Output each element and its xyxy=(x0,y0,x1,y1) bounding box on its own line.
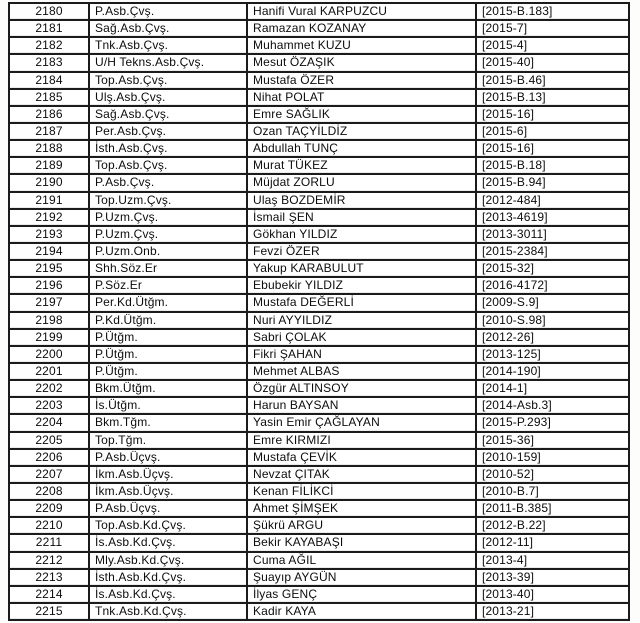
table-row xyxy=(9,294,629,311)
table-row xyxy=(9,54,629,71)
draft-code-cell: [2012-B.22] xyxy=(476,517,629,534)
name-cell: Mustafa ÖZER xyxy=(247,72,476,89)
rank-cell: İkm.Asb.Üçvş. xyxy=(89,466,247,483)
rank-cell: P.Söz.Er xyxy=(89,277,247,294)
row-number-cell: 2197 xyxy=(9,294,89,311)
name-cell: Ozan TAÇYİLDİZ xyxy=(247,123,476,140)
name-cell: Ramazan KOZANAY xyxy=(247,20,476,37)
row-number-cell: 2214 xyxy=(9,586,89,603)
personnel-roster-table-body xyxy=(9,3,629,620)
table-row xyxy=(9,277,629,294)
rank-cell: Tnk.Asb.Çvş. xyxy=(89,37,247,54)
rank-cell: Top.Tğm. xyxy=(89,432,247,449)
rank-cell: P.Kd.Ütğm. xyxy=(89,312,247,329)
draft-code-cell: [2015-B.183] xyxy=(476,3,629,20)
name-cell: Kadir KAYA xyxy=(247,603,476,620)
row-number-cell: 2213 xyxy=(9,569,89,586)
name-cell: Ulaş BOZDEMİR xyxy=(247,192,476,209)
table-row xyxy=(9,432,629,449)
name-cell: Şükrü ARGU xyxy=(247,517,476,534)
name-cell: Müjdat ZORLU xyxy=(247,174,476,191)
draft-code-cell: [2015-36] xyxy=(476,432,629,449)
draft-code-cell: [2013-40] xyxy=(476,586,629,603)
rank-cell: P.Uzm.Çvş. xyxy=(89,226,247,243)
row-number-cell: 2193 xyxy=(9,226,89,243)
name-cell: Harun BAYSAN xyxy=(247,397,476,414)
rank-cell: P.Asb.Çvş. xyxy=(89,174,247,191)
name-cell: Yasin Emir ÇAĞLAYAN xyxy=(247,414,476,431)
draft-code-cell: [2015-B.13] xyxy=(476,89,629,106)
rank-cell: Shh.Söz.Er xyxy=(89,260,247,277)
draft-code-cell: [2013-125] xyxy=(476,346,629,363)
row-number-cell: 2180 xyxy=(9,3,89,20)
name-cell: Cuma AĞIL xyxy=(247,552,476,569)
draft-code-cell: [2014-1] xyxy=(476,380,629,397)
row-number-cell: 2192 xyxy=(9,209,89,226)
rank-cell: Top.Uzm.Çvş. xyxy=(89,192,247,209)
name-cell: Emre KIRMIZI xyxy=(247,432,476,449)
row-number-cell: 2201 xyxy=(9,363,89,380)
rank-cell: P.Uzm.Çvş. xyxy=(89,209,247,226)
table-row xyxy=(9,243,629,260)
draft-code-cell: [2015-16] xyxy=(476,106,629,123)
name-cell: Mehmet ALBAS xyxy=(247,363,476,380)
row-number-cell: 2208 xyxy=(9,483,89,500)
row-number-cell: 2211 xyxy=(9,534,89,551)
draft-code-cell: [2015-B.94] xyxy=(476,174,629,191)
draft-code-cell: [2013-39] xyxy=(476,569,629,586)
row-number-cell: 2207 xyxy=(9,466,89,483)
draft-code-cell: [2013-21] xyxy=(476,603,629,620)
row-number-cell: 2186 xyxy=(9,106,89,123)
row-number-cell: 2205 xyxy=(9,432,89,449)
draft-code-cell: [2012-26] xyxy=(476,329,629,346)
row-number-cell: 2206 xyxy=(9,449,89,466)
rank-cell: Per.Kd.Ütğm. xyxy=(89,294,247,311)
name-cell: Şuayıp AYGÜN xyxy=(247,569,476,586)
draft-code-cell: [2009-S.9] xyxy=(476,294,629,311)
draft-code-cell: [2010-159] xyxy=(476,449,629,466)
table-row xyxy=(9,603,629,620)
row-number-cell: 2182 xyxy=(9,37,89,54)
table-row xyxy=(9,363,629,380)
table-row xyxy=(9,586,629,603)
row-number-cell: 2189 xyxy=(9,157,89,174)
name-cell: Mesut ÖZAŞIK xyxy=(247,54,476,71)
rank-cell: P.Uzm.Onb. xyxy=(89,243,247,260)
draft-code-cell: [2013-4619] xyxy=(476,209,629,226)
row-number-cell: 2212 xyxy=(9,552,89,569)
draft-code-cell: [2015-32] xyxy=(476,260,629,277)
table-row xyxy=(9,72,629,89)
draft-code-cell: [2013-3011] xyxy=(476,226,629,243)
name-cell: Sabri ÇOLAK xyxy=(247,329,476,346)
rank-cell: P.Asb.Çvş. xyxy=(89,3,247,20)
name-cell: Nevzat ÇITAK xyxy=(247,466,476,483)
row-number-cell: 2181 xyxy=(9,20,89,37)
name-cell: İlyas GENÇ xyxy=(247,586,476,603)
draft-code-cell: [2010-B.7] xyxy=(476,483,629,500)
name-cell: Yakup KARABULUT xyxy=(247,260,476,277)
row-number-cell: 2203 xyxy=(9,397,89,414)
draft-code-cell: [2015-40] xyxy=(476,54,629,71)
table-row xyxy=(9,157,629,174)
rank-cell: Bkm.Tğm. xyxy=(89,414,247,431)
row-number-cell: 2187 xyxy=(9,123,89,140)
table-row xyxy=(9,552,629,569)
row-number-cell: 2209 xyxy=(9,500,89,517)
table-row xyxy=(9,192,629,209)
table-row xyxy=(9,483,629,500)
table-row xyxy=(9,140,629,157)
row-number-cell: 2202 xyxy=(9,380,89,397)
name-cell: Kenan FİLİKCİ xyxy=(247,483,476,500)
table-row xyxy=(9,449,629,466)
rank-cell: U/H Tekns.Asb.Çvş. xyxy=(89,54,247,71)
table-row xyxy=(9,123,629,140)
draft-code-cell: [2012-484] xyxy=(476,192,629,209)
rank-cell: İs.Asb.Kd.Çvş. xyxy=(89,534,247,551)
draft-code-cell: [2015-B.18] xyxy=(476,157,629,174)
table-row xyxy=(9,226,629,243)
rank-cell: Bkm.Ütğm. xyxy=(89,380,247,397)
rank-cell: Tnk.Asb.Kd.Çvş. xyxy=(89,603,247,620)
rank-cell: P.Asb.Üçvş. xyxy=(89,449,247,466)
table-row xyxy=(9,3,629,20)
table-row xyxy=(9,397,629,414)
rank-cell: Sağ.Asb.Çvş. xyxy=(89,20,247,37)
draft-code-cell: [2012-11] xyxy=(476,534,629,551)
rank-cell: P.Ütğm. xyxy=(89,363,247,380)
table-row xyxy=(9,312,629,329)
rank-cell: İsth.Asb.Çvş. xyxy=(89,140,247,157)
name-cell: Murat TÜKEZ xyxy=(247,157,476,174)
name-cell: Nihat POLAT xyxy=(247,89,476,106)
draft-code-cell: [2014-190] xyxy=(476,363,629,380)
name-cell: Ahmet ŞİMŞEK xyxy=(247,500,476,517)
rank-cell: P.Ütğm. xyxy=(89,346,247,363)
row-number-cell: 2194 xyxy=(9,243,89,260)
rank-cell: Top.Asb.Kd.Çvş. xyxy=(89,517,247,534)
draft-code-cell: [2015-16] xyxy=(476,140,629,157)
name-cell: Mustafa ÇEVİK xyxy=(247,449,476,466)
name-cell: Hanifi Vural KARPUZCU xyxy=(247,3,476,20)
name-cell: Fikri ŞAHAN xyxy=(247,346,476,363)
table-row xyxy=(9,260,629,277)
row-number-cell: 2204 xyxy=(9,414,89,431)
table-row xyxy=(9,414,629,431)
table-row xyxy=(9,20,629,37)
name-cell: Abdullah TUNÇ xyxy=(247,140,476,157)
rank-cell: Per.Asb.Çvş. xyxy=(89,123,247,140)
table-row xyxy=(9,380,629,397)
row-number-cell: 2195 xyxy=(9,260,89,277)
name-cell: Bekir KAYABAŞI xyxy=(247,534,476,551)
rank-cell: Mly.Asb.Kd.Çvş. xyxy=(89,552,247,569)
name-cell: İsmail ŞEN xyxy=(247,209,476,226)
table-row xyxy=(9,500,629,517)
row-number-cell: 2215 xyxy=(9,603,89,620)
row-number-cell: 2200 xyxy=(9,346,89,363)
row-number-cell: 2196 xyxy=(9,277,89,294)
table-row xyxy=(9,346,629,363)
row-number-cell: 2190 xyxy=(9,174,89,191)
rank-cell: Ulş.Asb.Çvş. xyxy=(89,89,247,106)
table-row xyxy=(9,209,629,226)
row-number-cell: 2184 xyxy=(9,72,89,89)
draft-code-cell: [2011-B.385] xyxy=(476,500,629,517)
draft-code-cell: [2013-4] xyxy=(476,552,629,569)
draft-code-cell: [2015-P.293] xyxy=(476,414,629,431)
draft-code-cell: [2016-4172] xyxy=(476,277,629,294)
name-cell: Emre SAĞLIK xyxy=(247,106,476,123)
personnel-roster-table xyxy=(8,2,630,621)
row-number-cell: 2198 xyxy=(9,312,89,329)
rank-cell: P.Ütğm. xyxy=(89,329,247,346)
rank-cell: İs.Ütğm. xyxy=(89,397,247,414)
name-cell: Fevzi ÖZER xyxy=(247,243,476,260)
name-cell: Nuri AYYILDIZ xyxy=(247,312,476,329)
rank-cell: P.Asb.Üçvş. xyxy=(89,500,247,517)
table-row xyxy=(9,466,629,483)
table-row xyxy=(9,534,629,551)
rank-cell: Sağ.Asb.Çvş. xyxy=(89,106,247,123)
table-row xyxy=(9,37,629,54)
row-number-cell: 2210 xyxy=(9,517,89,534)
row-number-cell: 2188 xyxy=(9,140,89,157)
rank-cell: Top.Asb.Çvş. xyxy=(89,157,247,174)
table-row xyxy=(9,174,629,191)
draft-code-cell: [2010-52] xyxy=(476,466,629,483)
rank-cell: İkm.Asb.Üçvş. xyxy=(89,483,247,500)
draft-code-cell: [2015-7] xyxy=(476,20,629,37)
draft-code-cell: [2015-2384] xyxy=(476,243,629,260)
name-cell: Gökhan YILDIZ xyxy=(247,226,476,243)
table-row xyxy=(9,517,629,534)
table-row xyxy=(9,569,629,586)
draft-code-cell: [2010-S.98] xyxy=(476,312,629,329)
draft-code-cell: [2015-4] xyxy=(476,37,629,54)
row-number-cell: 2191 xyxy=(9,192,89,209)
table-row xyxy=(9,106,629,123)
row-number-cell: 2183 xyxy=(9,54,89,71)
table-row xyxy=(9,89,629,106)
name-cell: Özgür ALTINSOY xyxy=(247,380,476,397)
rank-cell: İsth.Asb.Kd.Çvş. xyxy=(89,569,247,586)
table-row xyxy=(9,329,629,346)
draft-code-cell: [2015-6] xyxy=(476,123,629,140)
rank-cell: İs.Asb.Kd.Çvş. xyxy=(89,586,247,603)
name-cell: Mustafa DEĞERLİ xyxy=(247,294,476,311)
name-cell: Muhammet KUZU xyxy=(247,37,476,54)
name-cell: Ebubekir YILDIZ xyxy=(247,277,476,294)
rank-cell: Top.Asb.Çvş. xyxy=(89,72,247,89)
draft-code-cell: [2015-B.46] xyxy=(476,72,629,89)
draft-code-cell: [2014-Asb.3] xyxy=(476,397,629,414)
row-number-cell: 2199 xyxy=(9,329,89,346)
row-number-cell: 2185 xyxy=(9,89,89,106)
